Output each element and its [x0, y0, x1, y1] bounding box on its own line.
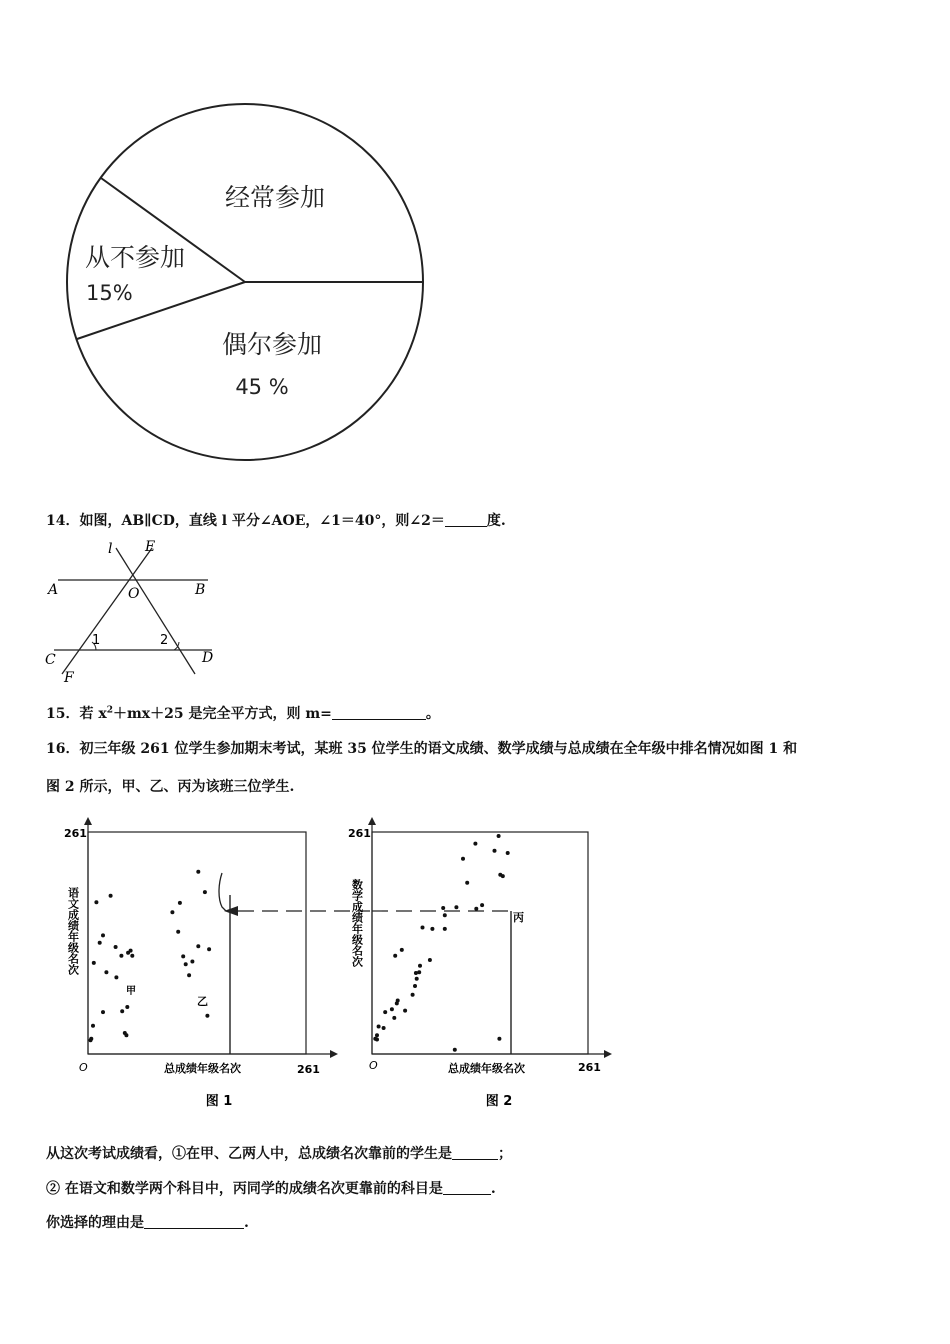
question-16-sub-3	[46, 1212, 249, 1232]
pie-label-never: 从不参加	[85, 243, 186, 272]
figure-1-jia-label: 甲	[126, 986, 136, 997]
figure-2-x-max: 261	[578, 1061, 601, 1074]
question-16-sub-2	[46, 1178, 496, 1198]
scatter-point	[428, 958, 432, 962]
label-d: D	[202, 650, 214, 666]
question-16-line-2: 图 2 所示，甲、乙、丙为该班三位学生.	[46, 779, 295, 795]
figure-2-y-max: 261	[348, 827, 371, 840]
figure-2-bing-label: 丙	[513, 911, 524, 924]
scatter-point	[114, 975, 118, 979]
figure-2-origin: O	[369, 1059, 378, 1072]
figure-1-x-label: 总成绩年级名次	[164, 1062, 241, 1075]
question-16-sub-1-text: 从这次考试成绩看，①在甲、乙两人中，总成绩名次靠前的学生是	[46, 1146, 452, 1162]
figure-1-points	[89, 870, 212, 1043]
pie-label-sometimes: 偶尔参加	[221, 330, 323, 359]
scatter-point	[400, 948, 404, 952]
scatter-point	[91, 1024, 95, 1028]
angle-2-arc	[174, 642, 179, 650]
line-ef	[62, 548, 152, 674]
scatter-point	[453, 1048, 457, 1052]
scatter-point	[196, 944, 200, 948]
scatter-point	[109, 894, 113, 898]
scatter-point	[98, 941, 102, 945]
scatter-point	[396, 999, 400, 1003]
question-16-sub-1-end: ；	[498, 1146, 512, 1162]
scatter-point	[114, 945, 118, 949]
figure-2	[348, 817, 612, 1109]
scatter-point	[205, 1014, 209, 1018]
scatter-point	[184, 962, 188, 966]
scatter-point	[493, 849, 497, 853]
figure-1-caption: 图 1	[205, 1094, 233, 1109]
scatter-point	[417, 970, 421, 974]
figure-2-points	[373, 834, 509, 1052]
label-e: E	[145, 539, 156, 555]
scatter-point	[461, 857, 465, 861]
scatter-point	[196, 870, 200, 874]
scatter-point	[101, 933, 105, 937]
parallel-lines-figure	[40, 536, 240, 686]
label-c: C	[45, 652, 56, 668]
figure-1-origin: O	[79, 1061, 88, 1074]
label-2: 2	[160, 633, 169, 648]
scatter-point	[187, 973, 191, 977]
scatter-point	[443, 913, 447, 917]
scatter-point	[130, 954, 134, 958]
figure-2-x-label: 总成绩年级名次	[448, 1062, 525, 1075]
figure-2-y-label: 数学成绩年级名次	[350, 879, 364, 967]
label-f: F	[64, 670, 74, 686]
question-15-blank[interactable]	[332, 705, 426, 720]
scatter-point	[454, 905, 458, 909]
figure-1-frame	[88, 832, 306, 1054]
question-14	[46, 510, 506, 530]
question-14-text: 14．如图，AB∥CD，直线 l 平分∠AOE，∠1＝40°，则∠2＝	[46, 513, 445, 529]
scatter-point	[474, 907, 478, 911]
scatter-point	[129, 949, 133, 953]
scatter-point	[373, 1037, 377, 1041]
scatter-point	[393, 954, 397, 958]
scatter-point	[430, 927, 434, 931]
scatter-point	[104, 970, 108, 974]
pie-chart	[0, 0, 950, 470]
figure-2-y-arrow	[368, 817, 376, 825]
question-15	[46, 703, 440, 723]
label-o: O	[128, 586, 140, 602]
pie-label-often: 经常参加	[224, 183, 326, 212]
question-16-sub-2-end: .	[490, 1181, 496, 1197]
scatter-point	[497, 1037, 501, 1041]
scatter-point	[190, 960, 194, 964]
question-15-exponent: 2	[106, 705, 113, 716]
figure-1-y-label: 语文成绩年级名次	[66, 887, 80, 975]
scatter-point	[411, 993, 415, 997]
question-16-sub-2-blank[interactable]	[443, 1180, 491, 1195]
figure-1-x-max: 261	[297, 1063, 320, 1076]
scatter-point	[207, 947, 211, 951]
scatter-point	[392, 1016, 396, 1020]
figure-1-yi-label: 乙	[197, 995, 208, 1008]
question-16-line-1: 16．初三年级 261 位学生参加期末考试，某班 35 位学生的语文成绩、数学成绩与总成绩在全年级中排名情况如图 1 和	[46, 741, 798, 757]
line-l	[116, 548, 195, 674]
figure-1-x-arrow	[330, 1050, 338, 1058]
scatter-point	[125, 1005, 129, 1009]
scatter-point	[497, 834, 501, 838]
scatter-point	[498, 873, 502, 877]
scatter-point	[414, 971, 418, 975]
scatter-point	[421, 926, 425, 930]
pie-value-sometimes: 45 %	[235, 375, 289, 399]
figure-1-bing-arrowhead	[224, 906, 238, 916]
scatter-point	[124, 1033, 128, 1037]
question-15-end: 。	[425, 706, 440, 722]
pie-value-never: 15%	[86, 281, 133, 305]
figure-2-frame	[372, 832, 588, 1054]
figure-1-y-arrow	[84, 817, 92, 825]
label-a: A	[48, 582, 59, 598]
question-16-sub-2-text: ② 在语文和数学两个科目中，丙同学的成绩名次更靠前的科目是	[46, 1181, 443, 1197]
label-l: l	[108, 541, 113, 557]
scatter-point	[92, 961, 96, 965]
scatter-point	[473, 842, 477, 846]
scatter-point	[101, 1010, 105, 1014]
figure-1-y-max: 261	[64, 827, 87, 840]
figure-2-x-arrow	[604, 1050, 612, 1058]
question-16-sub-3-text: 你选择的理由是	[46, 1215, 144, 1231]
question-16-sub-3-end: .	[244, 1215, 249, 1231]
scatter-point	[383, 1010, 387, 1014]
scatter-point	[506, 851, 510, 855]
scatter-point	[480, 903, 484, 907]
scatter-point	[377, 1025, 381, 1029]
scatter-point	[413, 984, 417, 988]
question-16-sub-1	[46, 1143, 512, 1163]
scatter-point	[176, 930, 180, 934]
question-15-rest: ＋mx＋25 是完全平方式，则 m=	[112, 706, 332, 722]
scatter-point	[181, 954, 185, 958]
scatter-point	[443, 927, 447, 931]
scatter-point	[119, 954, 123, 958]
label-1: 1	[92, 633, 101, 648]
question-16-sub-1-blank[interactable]	[452, 1145, 498, 1160]
scatter-figures	[0, 815, 950, 1120]
scatter-point	[415, 977, 419, 981]
scatter-point	[390, 1007, 394, 1011]
question-16-sub-3-blank[interactable]	[144, 1214, 244, 1229]
scatter-point	[94, 900, 98, 904]
scatter-point	[403, 1009, 407, 1013]
scatter-point	[382, 1026, 386, 1030]
scatter-point	[375, 1033, 379, 1037]
scatter-point	[441, 906, 445, 910]
scatter-point	[203, 890, 207, 894]
scatter-point	[465, 881, 469, 885]
question-15-prefix: 15．若 x	[46, 706, 107, 722]
question-14-blank[interactable]	[445, 512, 487, 527]
scatter-point	[178, 901, 182, 905]
figure-1	[64, 817, 370, 1109]
scatter-point	[120, 1009, 124, 1013]
figure-1-pointer-hand	[219, 873, 226, 911]
scatter-point	[418, 964, 422, 968]
figure-2-caption: 图 2	[485, 1094, 513, 1109]
label-b: B	[195, 582, 206, 598]
scatter-point	[170, 910, 174, 914]
question-14-suffix: 度.	[486, 513, 506, 529]
scatter-point	[89, 1038, 93, 1042]
